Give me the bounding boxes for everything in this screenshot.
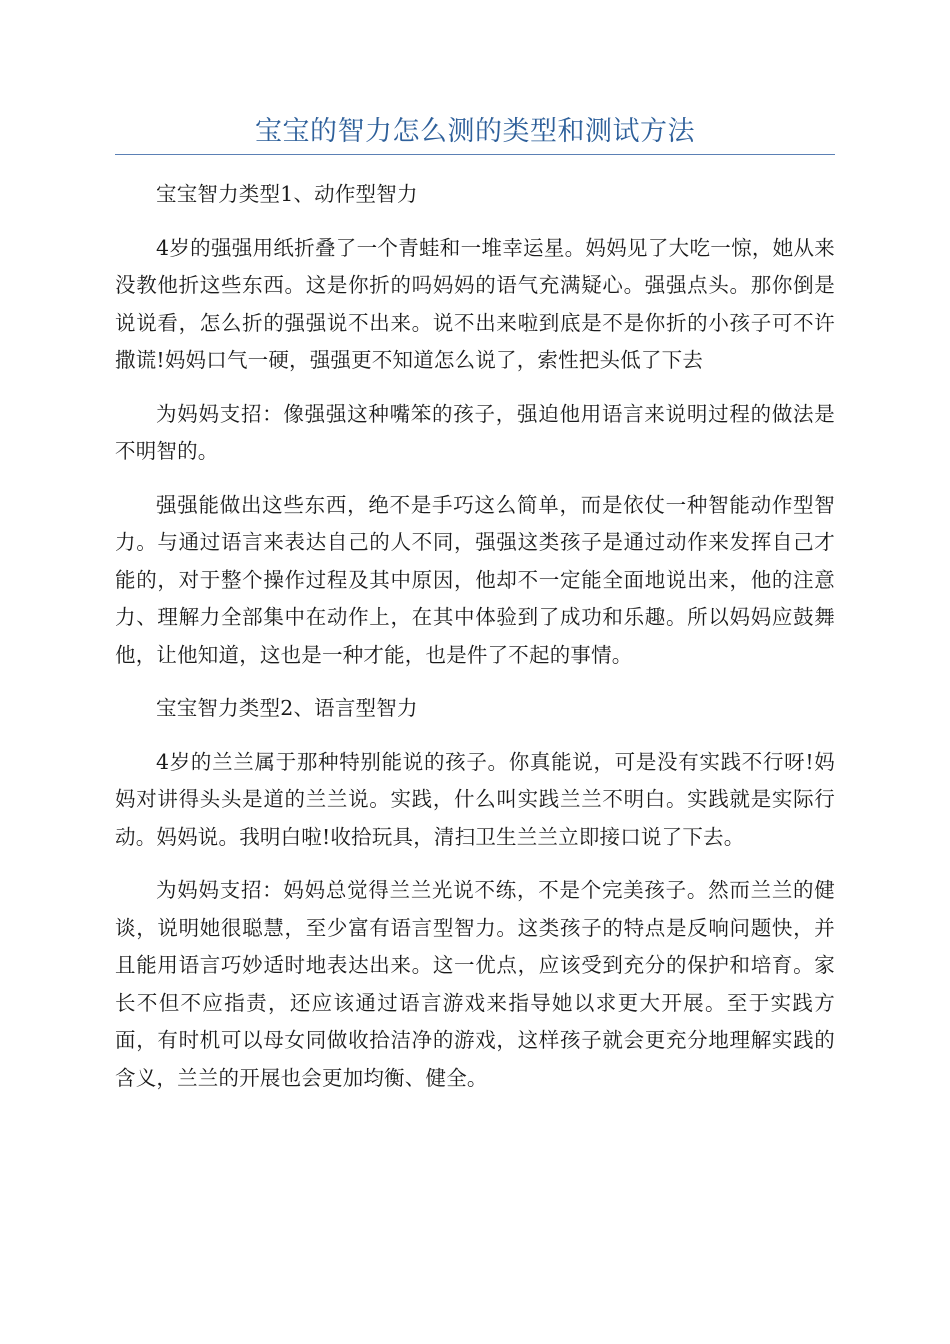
section-heading-language-intelligence: 宝宝智力类型2、语言型智力: [156, 696, 418, 720]
paragraph-action-explanation: 强强能做出这些东西，绝不是手巧这么简单，而是依仗一种智能动作型智力。与通过语言来表达自己的人不同，强强这类孩子是通过动作来发挥自己才能的，对于整个操作过程及其中原因，他却不一定能全面地说出来，他的注意力、理解力全部集中在动作上，在其中体验到了成功和乐趣。所以妈妈应鼓舞他，让他知道，这也是一种才能，也是件了不起的事情。: [115, 492, 835, 667]
paragraph-tip-language: 为妈妈支招：妈妈总觉得兰兰光说不练，不是个完美孩子。然而兰兰的健谈，说明她很聪慧，至少富有语言型智力。这类孩子的特点是反响问题快，并且能用语言巧妙适时地表达出来。这一优点，应该受到充分的保护和培育。家长不但不应指责，还应该通过语言游戏来指导她以求更大开展。至于实践方面，有时机可以母女同做收拾洁净的游戏，这样孩子就会更充分地理解实践的含义，兰兰的开展也会更加均衡、健全。: [115, 878, 835, 1090]
paragraph-tip-action: 为妈妈支招：像强强这种嘴笨的孩子，强迫他用语言来说明过程的做法是不明智的。: [115, 401, 835, 463]
paragraph-qiangqiang-story: 4岁的强强用纸折叠了一个青蛙和一堆幸运星。妈妈见了大吃一惊，她从来没教他折这些东西。这是你折的吗妈妈的语气充满疑心。强强点头。那你倒是说说看，怎么折的强强说不出来。说不出来啦到底是不是你折的小孩子可不许撒谎!妈妈口气一硬，强强更不知道怎么说了，索性把头低了下去: [115, 235, 835, 372]
page-title: 宝宝的智力怎么测的类型和测试方法: [255, 116, 695, 147]
section-heading-action-intelligence: 宝宝智力类型1、动作型智力: [156, 182, 418, 206]
title-underline: [115, 154, 835, 155]
paragraph-lanlan-story: 4岁的兰兰属于那种特别能说的孩子。你真能说，可是没有实践不行呀!妈妈对讲得头头是道的兰兰说。实践，什么叫实践兰兰不明白。实践就是实际行动。妈妈说。我明白啦!收拾玩具，清扫卫生兰兰立即接口说了下去。: [115, 749, 835, 849]
document-body: [115, 176, 835, 1113]
